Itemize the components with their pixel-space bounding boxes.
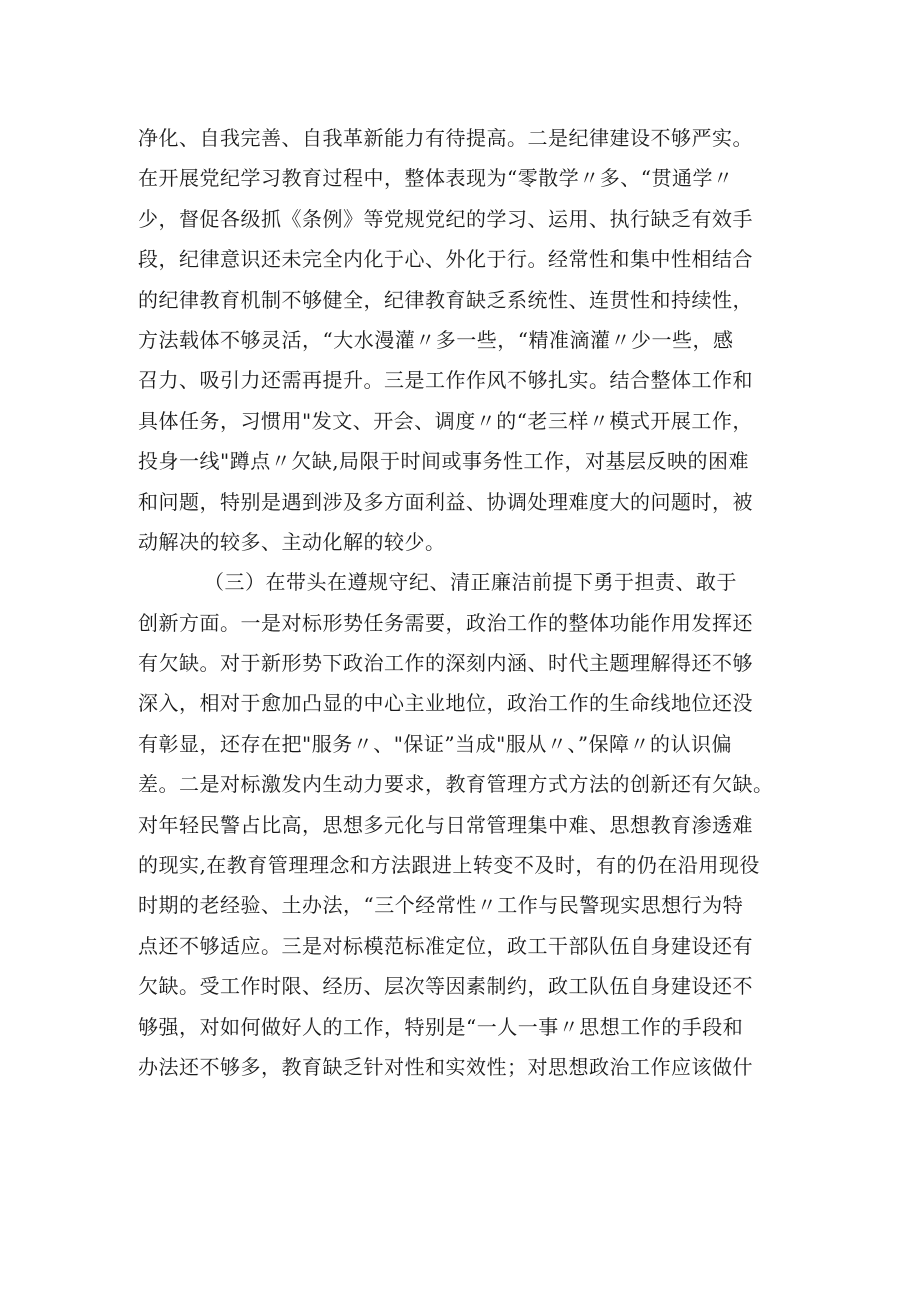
section-heading-line: （三）在带头在遵规守纪、清正廉洁前提下勇于担责、敢于 [204,570,737,595]
text-line: 方法载体不够灵活，“大水漫灌〃多一些，“精准滴灌〃少一些，感 [138,327,734,352]
text-line: 在开展党纪学习教育过程中，整体表现为“零散学〃多、“贯通学〃 [138,166,734,191]
text-line: 具体任务，习惯用"发文、开会、调度〃的“老三样〃模式开展工作， [138,408,753,433]
text-line: 段，纪律意识还未完全内化于心、外化于行。经常性和集中性相结合 [138,247,753,272]
text-line: 的纪律教育机制不够健全，纪律教育缺乏系统性、连贯性和持续性， [138,287,753,312]
text-line: 创新方面。一是对标形势任务需要，政治工作的整体功能作用发挥还 [138,610,753,635]
text-line: 动解决的较多、主动化解的较少。 [138,529,446,554]
text-line: 深入，相对于愈加凸显的中心主业地位，政治工作的生命线地位还没 [138,691,753,716]
text-line: 召力、吸引力还需再提升。三是工作作风不够扎实。结合整体工作和 [138,368,753,393]
text-line: 欠缺。受工作时限、经历、层次等因素制约，政工队伍自身建设还不 [138,974,753,999]
text-line: 和问题，特别是遇到涉及多方面利益、协调处理难度大的问题时，被 [138,489,753,514]
text-line: 少，督促各级抓《条例》等党规党纪的学习、运用、执行缺乏有效手 [138,206,753,231]
text-line: 办法还不够多，教育缺乏针对性和实效性；对思想政治工作应该做什 [138,1054,753,1079]
text-line: 净化、自我完善、自我革新能力有待提高。二是纪律建设不够严实。 [138,126,753,150]
text-line: 有彰显，还存在把"服务〃、"保证”当成"服从〃、”保障〃的认识偏 [138,731,733,756]
body-text [138,118,798,1087]
text-line: 对年轻民警占比高，思想多元化与日常管理集中难、思想教育渗透难 [138,812,753,837]
text-line: 点还不够适应。三是对标模范标准定位，政工干部队伍自身建设还有 [138,933,753,958]
text-line: 投身一线"蹲点〃欠缺,局限于时间或事务性工作，对基层反映的困难 [138,449,750,474]
text-line: 的现实,在教育管理理念和方法跟进上转变不及时，有的仍在沿用现役 [138,853,760,878]
text-line: 差。二是对标激发内生动力要求，教育管理方式方法的创新还有欠缺。 [138,772,774,797]
text-line: 时期的老经验、土办法，“三个经常性〃工作与民警现实思想行为特 [138,893,744,918]
text-line: 够强，对如何做好人的工作，特别是“一人一事〃思想工作的手段和 [138,1014,744,1039]
text-line: 有欠缺。对于新形势下政治工作的深刻内涵、时代主题理解得还不够 [138,651,753,676]
